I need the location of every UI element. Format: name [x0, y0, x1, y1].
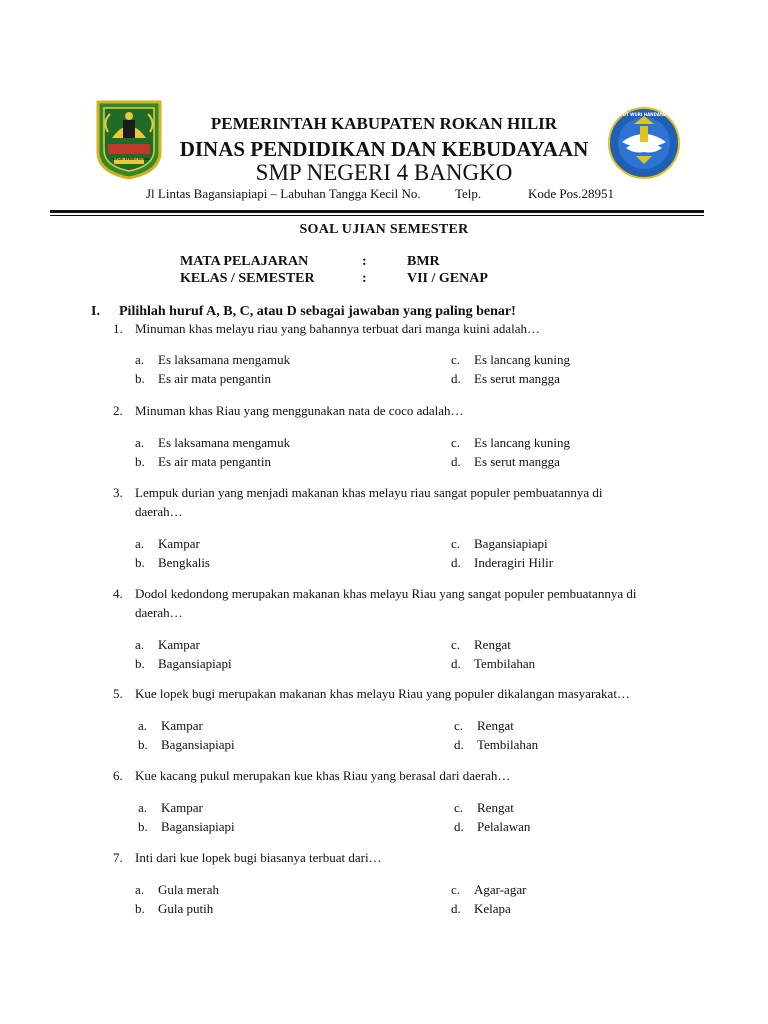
option-letter: a.: [135, 882, 145, 897]
option-letter: b.: [135, 371, 145, 386]
option-text: Es serut mangga: [474, 371, 560, 386]
option-letter: d.: [454, 819, 464, 834]
question-text: Minuman khas melayu riau yang bahannya terbuat dari manga kuini adalah…: [135, 321, 541, 336]
option-letter: a.: [135, 536, 145, 551]
question-number: 1.: [113, 321, 123, 336]
question-text: Kue kacang pukul merupakan kue khas Riau yang berasal dari daerah…: [135, 768, 511, 783]
letterhead-rule-thick: [50, 210, 704, 213]
option-letter: d.: [454, 737, 464, 752]
option-text: Kampar: [158, 637, 200, 652]
question-number: 7.: [113, 850, 123, 865]
crest-motto: NEGRI SERIBU KUBAH: [113, 157, 150, 161]
option-letter: a.: [138, 718, 148, 733]
option-text: Es lancang kuning: [474, 352, 571, 367]
option-letter: b.: [138, 737, 148, 752]
option-letter: c.: [454, 718, 464, 733]
question-number: 3.: [113, 485, 123, 500]
option-letter: d.: [451, 454, 461, 469]
option-letter: c.: [451, 352, 461, 367]
option-text: Es laksamana mengamuk: [158, 435, 291, 450]
option-letter: c.: [454, 800, 464, 815]
question-text: daerah…: [135, 605, 183, 620]
option-text: Rengat: [474, 637, 511, 652]
question-number: 5.: [113, 686, 123, 701]
option-letter: c.: [451, 435, 461, 450]
option-letter: a.: [135, 435, 145, 450]
option-letter: a.: [135, 637, 145, 652]
subject-value: BMR: [407, 254, 440, 269]
option-letter: b.: [135, 454, 145, 469]
question-number: 4.: [113, 586, 123, 601]
option-text: Kampar: [158, 536, 200, 551]
question-text: Dodol kedondong merupakan makanan khas melayu Riau yang sangat populer pembuatannya di: [135, 586, 637, 601]
option-text: Gula putih: [158, 901, 214, 916]
option-letter: c.: [451, 637, 461, 652]
option-letter: c.: [451, 536, 461, 551]
question-text: Lempuk durian yang menjadi makanan khas melayu riau sangat populer pembuatannya di: [135, 485, 603, 500]
letterhead-rule-thin: [50, 215, 704, 216]
option-text: Tembilahan: [474, 656, 536, 671]
option-letter: b.: [135, 555, 145, 570]
question-text: Minuman khas Riau yang menggunakan nata de coco adalah…: [135, 403, 464, 418]
option-text: Kampar: [161, 718, 203, 733]
option-text: Pelalawan: [477, 819, 531, 834]
option-letter: d.: [451, 901, 461, 916]
government-name: PEMERINTAH KABUPATEN ROKAN HILIR: [210, 114, 558, 133]
option-letter: a.: [135, 352, 145, 367]
option-text: Bengkalis: [158, 555, 210, 570]
class-value: VII / GENAP: [407, 271, 488, 286]
exam-title: SOAL UJIAN SEMESTER: [299, 222, 469, 237]
option-text: Tembilahan: [477, 737, 539, 752]
logo-motto: TUT WURI HANDAYANI: [620, 112, 670, 117]
option-letter: b.: [135, 901, 145, 916]
option-text: Es lancang kuning: [474, 435, 571, 450]
section-number: I.: [91, 304, 100, 319]
option-text: Es serut mangga: [474, 454, 560, 469]
option-letter: b.: [138, 819, 148, 834]
question-number: 6.: [113, 768, 123, 783]
telp-label: Telp.: [455, 186, 482, 201]
option-text: Rengat: [477, 718, 514, 733]
option-text: Es laksamana mengamuk: [158, 352, 291, 367]
option-text: Bagansiapiapi: [161, 737, 235, 752]
section-instruction: Pilihlah huruf A, B, C, atau D sebagai jawaban yang paling benar!: [119, 304, 516, 319]
option-text: Rengat: [477, 800, 514, 815]
option-text: Bagansiapiapi: [158, 656, 232, 671]
postal-code: Kode Pos.28951: [528, 186, 614, 201]
class-colon: :: [362, 271, 367, 286]
option-letter: d.: [451, 656, 461, 671]
school-name: SMP NEGERI 4 BANGKO: [255, 160, 513, 185]
option-text: Gula merah: [158, 882, 220, 897]
option-letter: a.: [138, 800, 148, 815]
option-letter: d.: [451, 371, 461, 386]
question-text: daerah…: [135, 504, 183, 519]
option-text: Es air mata pengantin: [158, 454, 271, 469]
question-number: 2.: [113, 403, 123, 418]
question-text: Inti dari kue lopek bugi biasanya terbuat dari…: [135, 850, 382, 865]
option-letter: d.: [451, 555, 461, 570]
address-text: Jl Lintas Bagansiapiapi – Labuhan Tangga Kecil No.: [146, 186, 421, 201]
option-letter: c.: [451, 882, 461, 897]
subject-label: MATA PELAJARAN: [180, 254, 309, 269]
subject-colon: :: [362, 254, 367, 269]
option-text: Agar-agar: [474, 882, 527, 897]
option-text: Kelapa: [474, 901, 511, 916]
option-text: Bagansiapiapi: [474, 536, 548, 551]
option-text: Inderagiri Hilir: [474, 555, 554, 570]
class-label: KELAS / SEMESTER: [180, 271, 315, 286]
department-name: DINAS PENDIDIKAN DAN KEBUDAYAAN: [179, 137, 589, 161]
question-text: Kue lopek bugi merupakan makanan khas melayu Riau yang populer dikalangan masyarakat…: [135, 686, 630, 701]
option-text: Es air mata pengantin: [158, 371, 271, 386]
option-text: Kampar: [161, 800, 203, 815]
option-text: Bagansiapiapi: [161, 819, 235, 834]
option-letter: b.: [135, 656, 145, 671]
